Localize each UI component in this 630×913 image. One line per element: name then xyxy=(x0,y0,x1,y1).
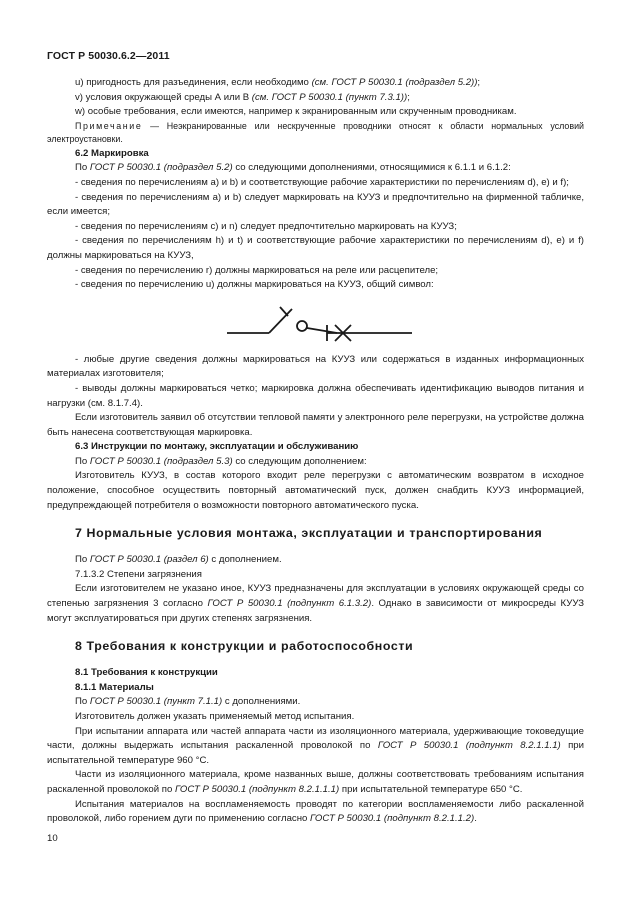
item-v: v) условия окружающей среды А или В (см. ГОСТ Р 50030.1 (пункт 7.3.1)); xyxy=(75,91,410,103)
section-7-title: 7 Нормальные условия монтажа, эксплуатации и транспортирования xyxy=(75,526,543,541)
heading-6-2: 6.2 Маркировка xyxy=(75,147,149,159)
paragraph-6-2: По ГОСТ Р 50030.1 (подраздел 5.2) со следующими дополнениями, относящимися к 6.1.1 и 6.1.2: xyxy=(75,162,511,174)
note: Примечание — Неэкранированные или нескрученные проводники относят к области нормальных условий электроустановки. xyxy=(47,120,584,145)
heading-8-1: 8.1 Требования к конструкции xyxy=(75,667,218,679)
paragraph-pollution: Если изготовителем не указано иное, КУУЗ предназначены для эксплуатации в условиях окружающей среды со степенью загрязнения 3 согласно ГОСТ Р 50030.1 (подпункт 6.1.3.2). Однако в зависимости от микросреды КУУЗ могут эксплуатироваться при других степенях загрязнения. xyxy=(47,583,584,624)
item-u: u) пригодность для разъединения, если необходимо (см. ГОСТ Р 50030.1 (подраздел 5.2)); xyxy=(75,77,481,88)
list-item: - сведения по перечислениям а) и b) и соответствующие рабочие характеристики по перечислениям d), е) и f); xyxy=(75,176,569,188)
list-item: - сведения по перечислению r) должны маркироваться на реле или расцепителе; xyxy=(75,264,439,276)
disconnector-symbol xyxy=(47,293,584,353)
document-header: ГОСТ Р 50030.6.2—2011 xyxy=(47,50,170,62)
disconnector-symbol-icon xyxy=(227,303,417,343)
paragraph-thermal-memory: Если изготовитель заявил об отсутствии тепловой памяти у электронного реле перегрузки, на устройстве должна быть нанесена соответствующая маркировка. xyxy=(47,412,584,438)
heading-6-3: 6.3 Инструкции по монтажу, эксплуатации и обслуживанию xyxy=(75,441,359,453)
paragraph-test-method: Изготовитель должен указать применяемый метод испытания. xyxy=(75,711,355,722)
page-content xyxy=(47,76,584,827)
page-number: 10 xyxy=(47,833,58,844)
list-item: - сведения по перечислению u) должны маркироваться на КУУЗ, общий символ: xyxy=(75,279,434,291)
list-item: - любые другие сведения должны маркироваться на КУУЗ или содержаться в изданных информационных материалах изготовителя; xyxy=(47,353,584,380)
paragraph-flammability: Испытания материалов на воспламеняемость проводят по категории воспламеняемости либо раскаленной проволокой, либо горением дуги по применению согласно ГОСТ Р 50030.1 (подпункт 8.2.1.1.2). xyxy=(47,798,584,825)
paragraph-6-3: По ГОСТ Р 50030.1 (подраздел 5.3) со следующим дополнением: xyxy=(75,455,367,467)
list-item: - выводы должны маркироваться четко; маркировка должна обеспечивать идентификацию выводов питания и нагрузки (см. 8.1.7.4). xyxy=(47,382,584,409)
paragraph-6-3-text: Изготовитель КУУЗ, в состав которого входит реле перегрузки с автоматическим возвратом в исходное положение, способное осуществить повторный автоматический пуск, должен снабдить КУУЗ информацией, предупреждающей потребителя о возможности повторного автоматического пуска. xyxy=(47,470,584,511)
paragraph-glow-wire-960: При испытании аппарата или частей аппарата части из изоляционного материала, удерживающие токоведущие части, должны выдержать испытания раскаленной проволокой по ГОСТ Р 50030.1 (подпункт 8.2.1.1.1) при испытательной температуре 960 °С. xyxy=(47,725,584,766)
paragraph-8-1-1: По ГОСТ Р 50030.1 (пункт 7.1.1) с дополнениями. xyxy=(75,696,301,708)
list-item: - сведения по перечислениям h) и t) и соответствующие рабочие характеристики по перечислениям d), е) и f) должны маркироваться на КУУЗ, xyxy=(47,235,584,261)
section-8-title: 8 Требования к конструкции и работоспособности xyxy=(75,639,414,654)
paragraph-7: По ГОСТ Р 50030.1 (раздел 6) с дополнением. xyxy=(75,554,282,566)
paragraph-glow-wire-650: Части из изоляционного материала, кроме названных выше, должны соответствовать требованиям испытания раскаленной проволокой по ГОСТ Р 50030.1 (подпункт 8.2.1.1.1) при испытательной температуре 650 °С. xyxy=(47,769,584,795)
item-w: w) особые требования, если имеются, например к экранированным или скрученным проводникам. xyxy=(75,106,517,118)
heading-8-1-1: 8.1.1 Материалы xyxy=(75,681,154,693)
list-item: - сведения по перечислениям а) и b) следует маркировать на КУУЗ и предпочтительно на фирменной табличке, если имеется; xyxy=(47,191,584,218)
subheading-7-1-3-2: 7.1.3.2 Степени загрязнения xyxy=(75,568,202,580)
list-item: - сведения по перечислениям с) и n) следует предпочтительно маркировать на КУУЗ; xyxy=(75,220,457,232)
